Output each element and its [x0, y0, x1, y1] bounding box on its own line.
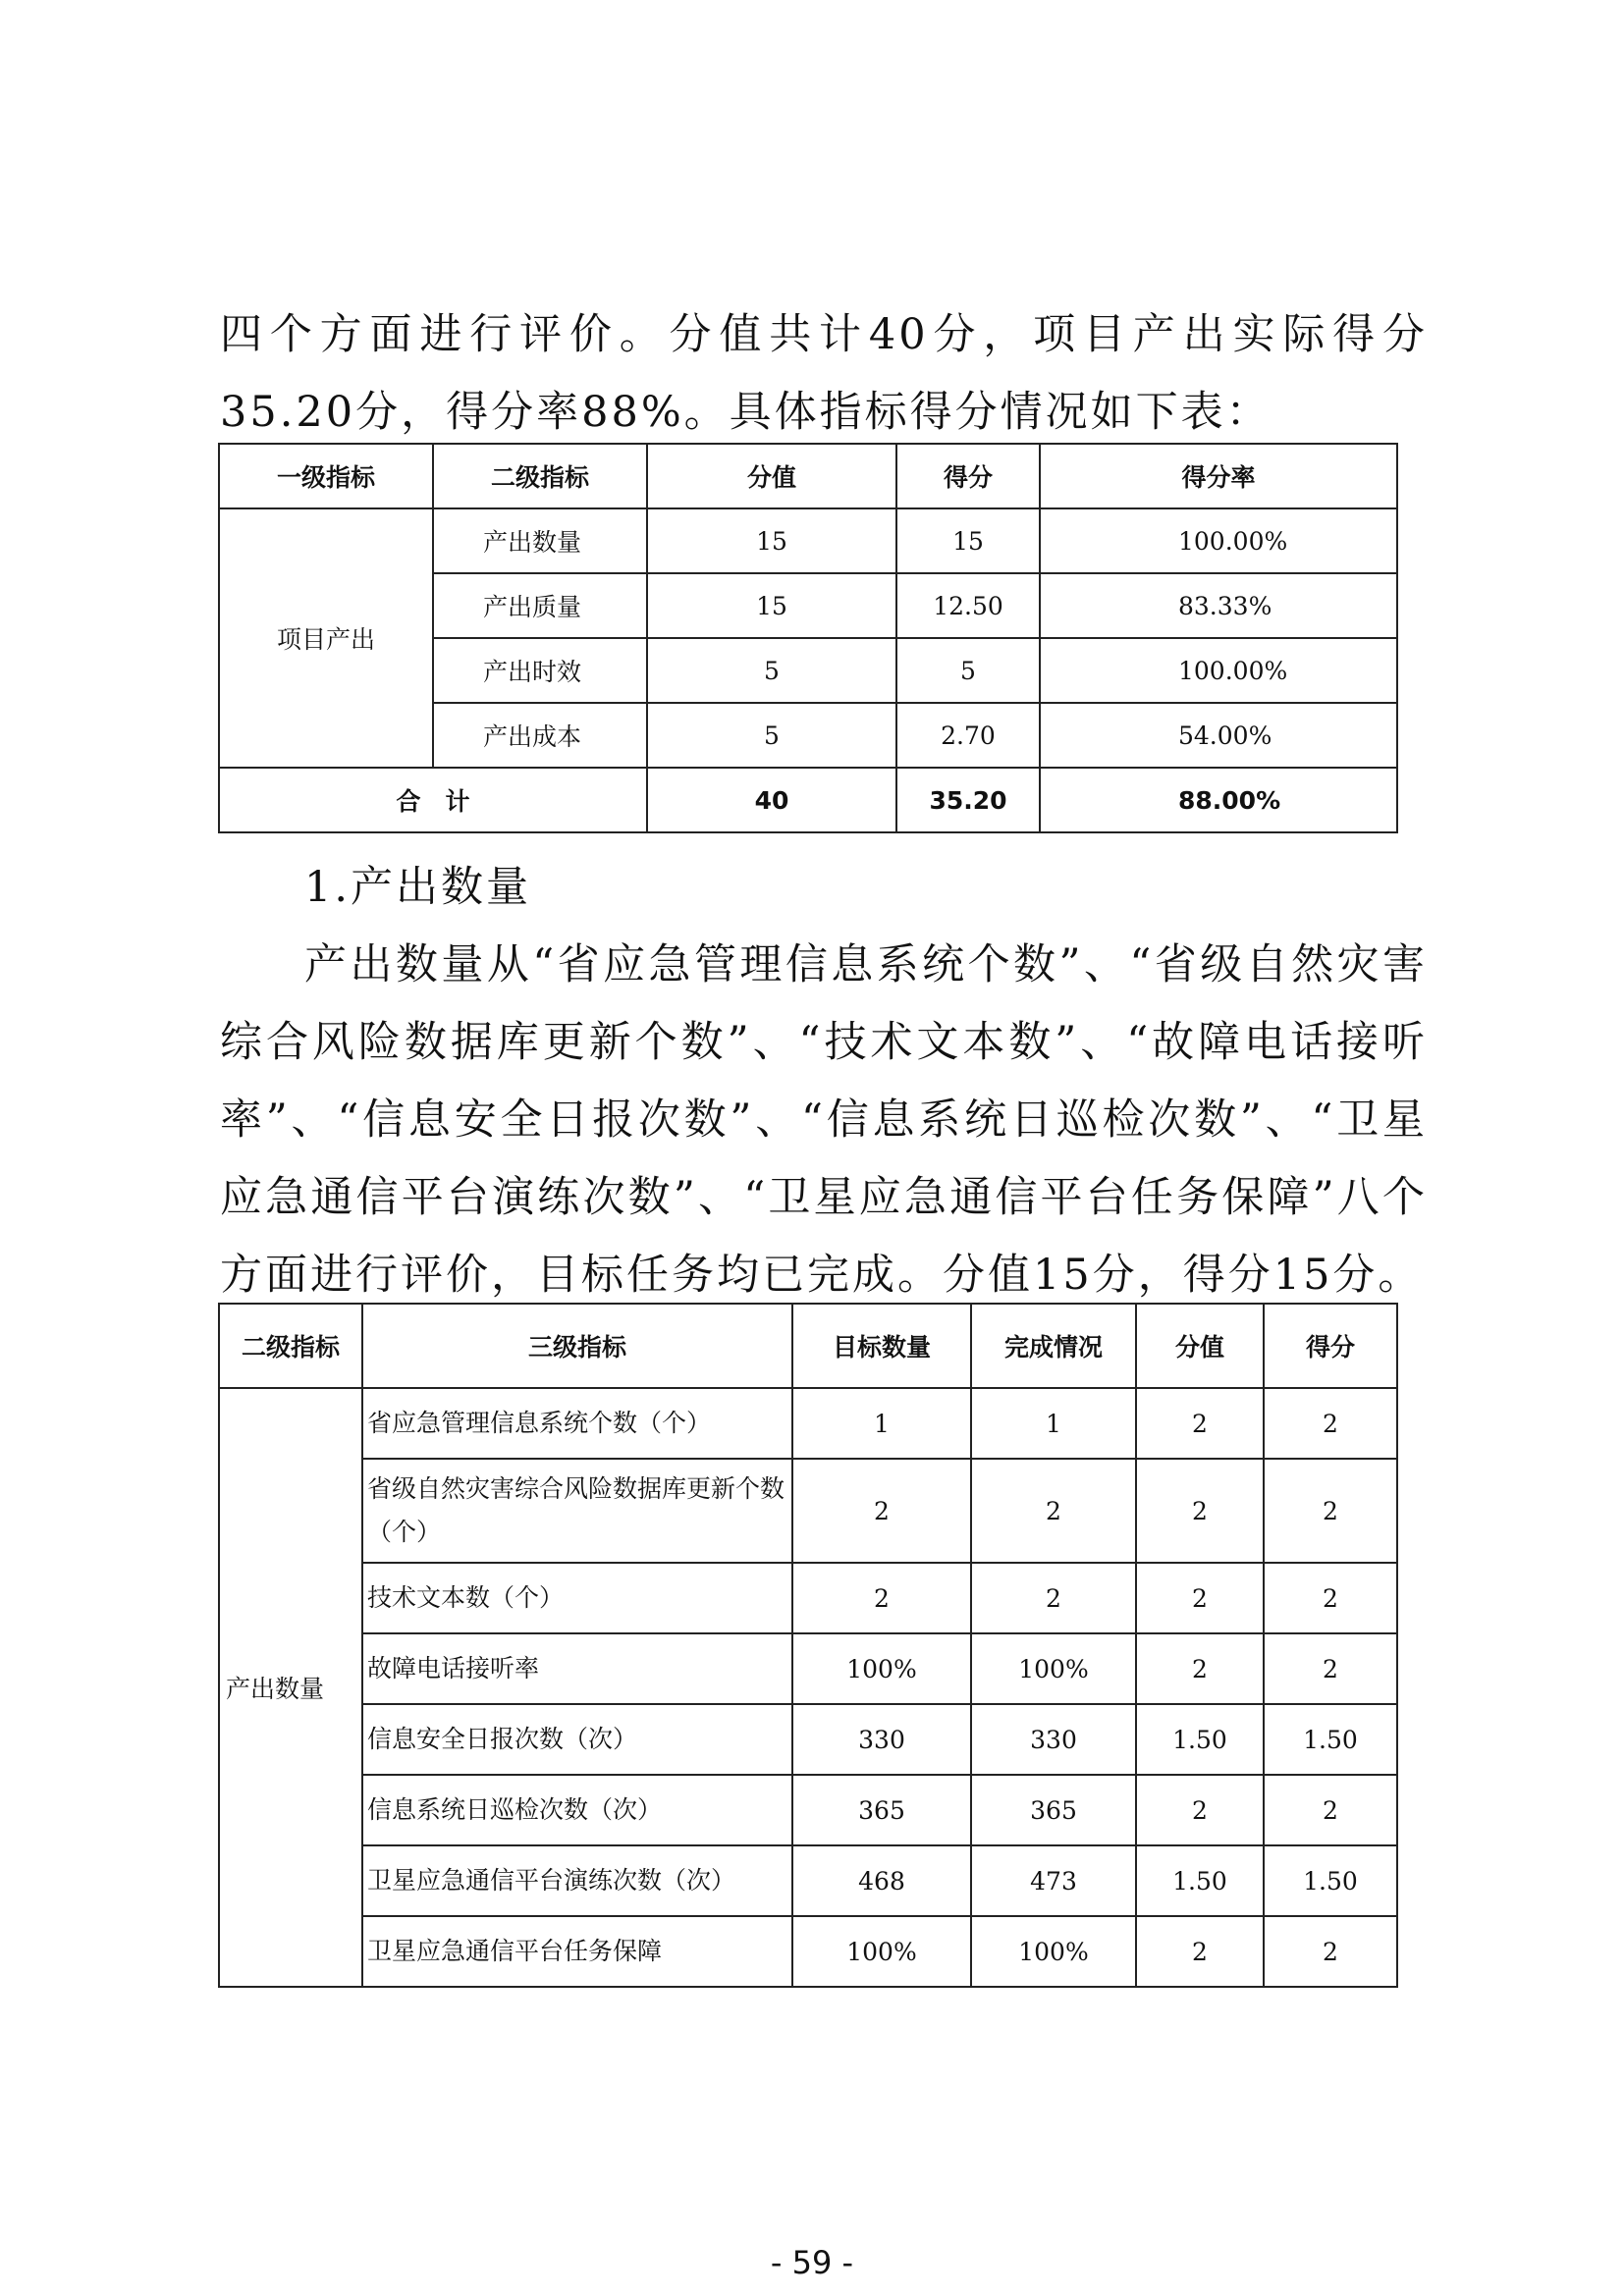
col-header-level3: 三级指标: [362, 1304, 792, 1388]
indicator-cell: 产出质量: [433, 573, 647, 638]
score-value-cell: 2: [1136, 1459, 1264, 1563]
indicator-cell: 信息系统日巡检次数（次）: [362, 1775, 792, 1845]
score-value-cell: 2: [1136, 1916, 1264, 1987]
score-value-cell: 2: [1136, 1775, 1264, 1845]
total-label: 合 计: [219, 768, 647, 832]
col-header-level1: 一级指标: [219, 444, 433, 508]
actual-cell: 330: [971, 1704, 1136, 1775]
actual-cell: 100%: [971, 1633, 1136, 1704]
table-row: [219, 1633, 1397, 1704]
indicator-cell: 产出时效: [433, 638, 647, 703]
target-cell: 2: [792, 1459, 971, 1563]
score-cell: 2: [1264, 1388, 1397, 1459]
target-cell: 100%: [792, 1633, 971, 1704]
col-header-rate: 得分率: [1040, 444, 1397, 508]
actual-cell: 2: [971, 1563, 1136, 1633]
indicator-cell: 信息安全日报次数（次）: [362, 1704, 792, 1775]
score-cell: 2: [1264, 1916, 1397, 1987]
quantity-indicator-table: [218, 1303, 1398, 1988]
group-cell: 产出数量: [219, 1388, 362, 1987]
actual-cell: 473: [971, 1845, 1136, 1916]
rate-cell: 54.00%: [1040, 703, 1397, 768]
total-score: 35.20: [896, 768, 1040, 832]
col-header-level2: 二级指标: [219, 1304, 362, 1388]
score-value-cell: 15: [647, 573, 896, 638]
indicator-cell: 技术文本数（个）: [362, 1563, 792, 1633]
target-cell: 100%: [792, 1916, 971, 1987]
score-cell: 2.70: [896, 703, 1040, 768]
col-header-score-value: 分值: [647, 444, 896, 508]
actual-cell: 365: [971, 1775, 1136, 1845]
col-header-score: 得分: [896, 444, 1040, 508]
score-cell: 2: [1264, 1563, 1397, 1633]
target-cell: 330: [792, 1704, 971, 1775]
score-cell: 1.50: [1264, 1845, 1397, 1916]
table-row: [219, 508, 1397, 573]
score-cell: 2: [1264, 1633, 1397, 1704]
total-score-value: 40: [647, 768, 896, 832]
table-row: [219, 1704, 1397, 1775]
target-cell: 2: [792, 1563, 971, 1633]
score-value-cell: 1.50: [1136, 1845, 1264, 1916]
score-value-cell: 2: [1136, 1388, 1264, 1459]
score-cell: 12.50: [896, 573, 1040, 638]
table-row: [219, 1459, 1397, 1563]
quantity-paragraph: 产出数量从“省应急管理信息系统个数”、“省级自然灾害综合风险数据库更新个数”、“技术文本数”、“故障电话接听率”、“信息安全日报次数”、“信息系统日巡检次数”、“卫星应急通信平台演练次数”、“卫星应急通信平台任务保障”八个方面进行评价，目标任务均已完成。分值15分，得分15分。: [220, 940, 1428, 1300]
rate-cell: 100.00%: [1040, 508, 1397, 573]
group-cell: 项目产出: [219, 508, 433, 768]
indicator-cell: 卫星应急通信平台任务保障: [362, 1916, 792, 1987]
indicator-cell: 产出数量: [433, 508, 647, 573]
table-header-row: [219, 444, 1397, 508]
table-row: [219, 1563, 1397, 1633]
col-header-level2: 二级指标: [433, 444, 647, 508]
score-cell: 2: [1264, 1459, 1397, 1563]
col-header-score: 得分: [1264, 1304, 1397, 1388]
rate-cell: 83.33%: [1040, 573, 1397, 638]
indicator-cell: 省应急管理信息系统个数（个）: [362, 1388, 792, 1459]
actual-cell: 1: [971, 1388, 1136, 1459]
score-value-cell: 15: [647, 508, 896, 573]
total-row: [219, 768, 1397, 832]
score-value-cell: 5: [647, 638, 896, 703]
score-cell: 2: [1264, 1775, 1397, 1845]
target-cell: 365: [792, 1775, 971, 1845]
indicator-cell: 卫星应急通信平台演练次数（次）: [362, 1845, 792, 1916]
section-heading: 1.产出数量: [304, 863, 532, 912]
col-header-target: 目标数量: [792, 1304, 971, 1388]
output-score-table: [218, 443, 1398, 833]
table-row: [219, 1775, 1397, 1845]
indicator-cell: 省级自然灾害综合风险数据库更新个数（个）: [362, 1459, 792, 1563]
table-row: [219, 1916, 1397, 1987]
score-cell: 15: [896, 508, 1040, 573]
col-header-actual: 完成情况: [971, 1304, 1136, 1388]
score-cell: 1.50: [1264, 1704, 1397, 1775]
score-value-cell: 5: [647, 703, 896, 768]
score-value-cell: 2: [1136, 1563, 1264, 1633]
col-header-score-value: 分值: [1136, 1304, 1264, 1388]
total-rate: 88.00%: [1040, 768, 1397, 832]
indicator-cell: 产出成本: [433, 703, 647, 768]
table-row: [219, 1845, 1397, 1916]
target-cell: 1: [792, 1388, 971, 1459]
rate-cell: 100.00%: [1040, 638, 1397, 703]
intro-paragraph: 四个方面进行评价。分值共计40分，项目产出实际得分35.20分，得分率88%。具体指标得分情况如下表：: [220, 310, 1428, 437]
actual-cell: 100%: [971, 1916, 1136, 1987]
page-number: - 59 -: [770, 2244, 854, 2281]
score-value-cell: 1.50: [1136, 1704, 1264, 1775]
actual-cell: 2: [971, 1459, 1136, 1563]
indicator-cell: 故障电话接听率: [362, 1633, 792, 1704]
table-header-row: [219, 1304, 1397, 1388]
target-cell: 468: [792, 1845, 971, 1916]
score-cell: 5: [896, 638, 1040, 703]
table-row: [219, 1388, 1397, 1459]
score-value-cell: 2: [1136, 1633, 1264, 1704]
